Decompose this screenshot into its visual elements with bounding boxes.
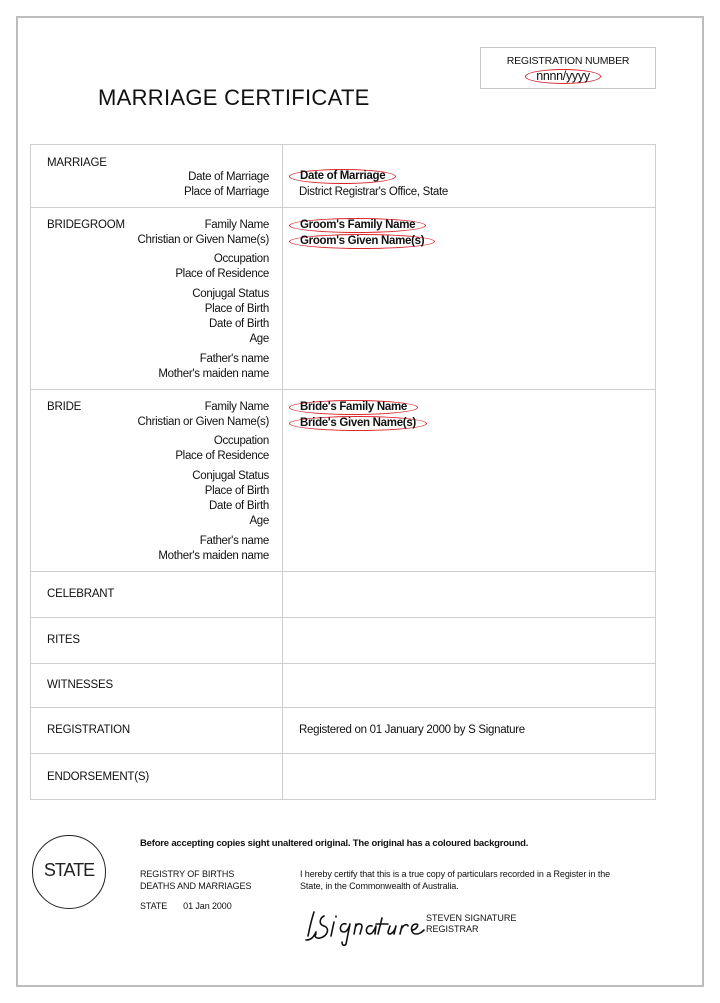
registry-line-1: REGISTRY OF BIRTHS — [140, 869, 235, 879]
endorsements-section-label: ENDORSEMENT(S) — [47, 771, 149, 783]
bride-place-of-birth-label: Place of Birth — [204, 485, 269, 497]
place-of-marriage-label: Place of Marriage — [183, 186, 269, 198]
place-of-marriage-value: District Registrar's Office, State — [299, 186, 448, 198]
bride-occupation-label: Occupation — [213, 435, 269, 447]
bride-age-label: Age — [249, 515, 269, 527]
registration-number-box — [480, 47, 656, 89]
groom-family-name-label: Family Name — [204, 219, 269, 231]
groom-mother-maiden-name-label: Mother's maiden name — [158, 368, 269, 380]
state-seal — [32, 835, 106, 909]
bride-mother-maiden-name-label: Mother's maiden name — [158, 550, 269, 562]
groom-given-names-value: Groom's Given Name(s) — [289, 234, 435, 249]
rites-section-label: RITES — [47, 634, 80, 646]
witnesses-section-label: WITNESSES — [47, 679, 113, 691]
state-date: 01 Jan 2000 — [183, 901, 232, 911]
groom-given-names-label: Christian or Given Name(s) — [137, 234, 269, 246]
registry-line-2: DEATHS AND MARRIAGES — [140, 881, 252, 891]
registration-number-label: REGISTRATION NUMBER — [506, 55, 630, 67]
groom-place-of-birth-label: Place of Birth — [204, 303, 269, 315]
date-of-marriage-value: Date of Marriage — [289, 169, 396, 184]
state-date-line — [140, 901, 232, 911]
celebrant-section — [31, 572, 655, 618]
signature — [298, 906, 428, 946]
groom-father-name-label: Father's name — [199, 353, 269, 365]
certification-text: I hereby certify that this is a true copy of particulars recorded in a Register in the State, in the Commonwealth of Australia. — [300, 869, 611, 891]
groom-date-of-birth-label: Date of Birth — [208, 318, 269, 330]
signatory-title: REGISTRAR — [426, 924, 479, 934]
celebrant-section-label: CELEBRANT — [47, 588, 115, 600]
bride-father-name-label: Father's name — [199, 535, 269, 547]
groom-age-label: Age — [249, 333, 269, 345]
certificate-grid — [30, 144, 656, 800]
witnesses-section — [31, 664, 655, 708]
registration-section — [31, 708, 655, 754]
bridegroom-section — [31, 208, 655, 390]
original-notice: Before accepting copies sight unaltered original. The original has a coloured background. — [140, 838, 529, 849]
signatory-name: STEVEN SIGNATURE — [426, 913, 517, 923]
seal-text: STATE — [43, 860, 95, 880]
groom-family-name-value: Groom's Family Name — [289, 218, 426, 233]
registration-value: Registered on 01 January 2000 by S Signature — [299, 724, 525, 736]
bride-date-of-birth-label: Date of Birth — [208, 500, 269, 512]
certificate-title: MARRIAGE CERTIFICATE — [98, 85, 370, 110]
bride-residence-label: Place of Residence — [175, 450, 269, 462]
bridegroom-section-label: BRIDEGROOM — [47, 219, 125, 231]
marriage-section-label: MARRIAGE — [47, 157, 107, 169]
bride-section-label: BRIDE — [47, 401, 82, 413]
registration-section-label: REGISTRATION — [47, 724, 131, 736]
bride-section — [31, 390, 655, 572]
rites-section — [31, 618, 655, 664]
bride-conjugal-status-label: Conjugal Status — [192, 470, 269, 482]
groom-conjugal-status-label: Conjugal Status — [192, 288, 269, 300]
registration-number-value: nnnn/yyyy — [525, 69, 601, 84]
marriage-section — [31, 145, 655, 208]
signatory — [426, 913, 516, 935]
bride-family-name-value: Bride's Family Name — [289, 400, 418, 415]
date-of-marriage-label: Date of Marriage — [188, 171, 269, 183]
bride-family-name-label: Family Name — [204, 401, 269, 413]
groom-residence-label: Place of Residence — [175, 268, 269, 280]
groom-occupation-label: Occupation — [213, 253, 269, 265]
registry-name — [140, 868, 251, 892]
bride-given-names-label: Christian or Given Name(s) — [137, 416, 269, 428]
state-label: STATE — [140, 901, 168, 911]
bride-given-names-value: Bride's Given Name(s) — [289, 416, 427, 431]
endorsements-section — [31, 754, 655, 801]
